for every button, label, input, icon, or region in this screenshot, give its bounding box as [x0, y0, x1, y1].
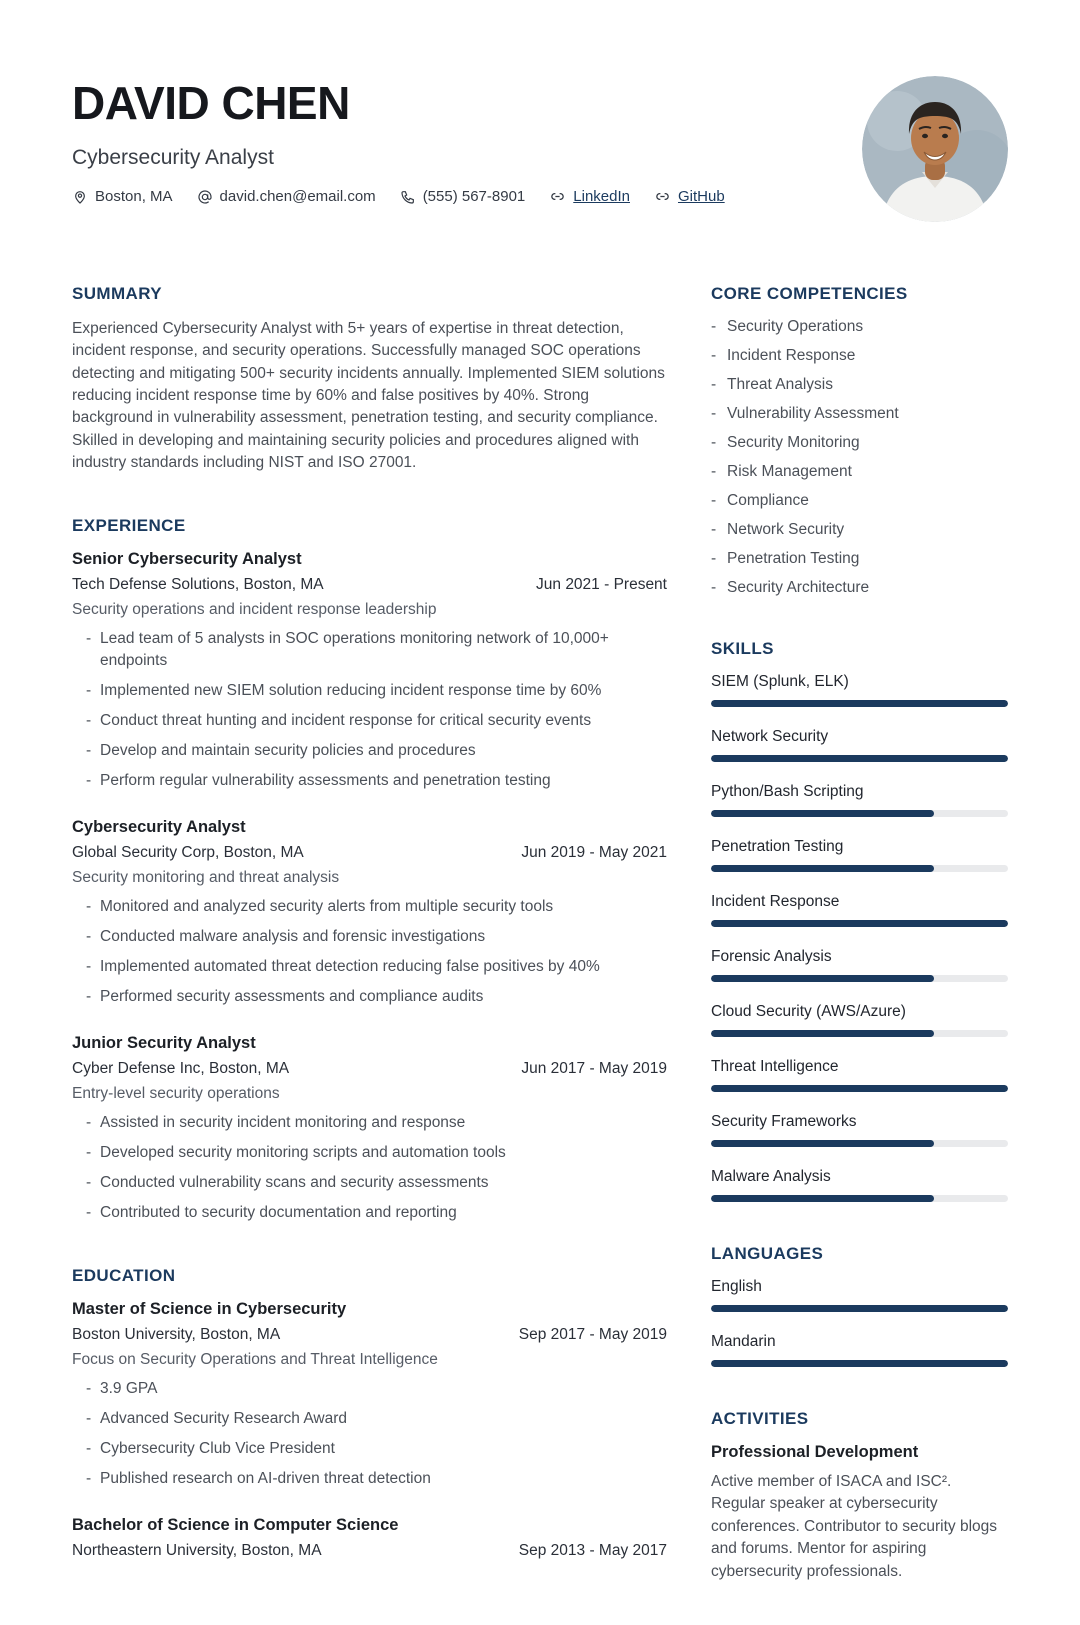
degree-entry [72, 1300, 667, 1490]
degree-bullet: - Advanced Security Research Award [72, 1408, 667, 1430]
activity-text: Active member of ISACA and ISC². Regular speaker at cybersecurity conferences. Contributor to security blogs and forums. Mentor for aspiring cybersecurity professionals. [711, 1473, 998, 1580]
job-subtitle: Security monitoring and threat analysis [72, 869, 340, 887]
skill-item [711, 1113, 1008, 1147]
skill-item [711, 783, 1008, 817]
skill-bar-fill [711, 1140, 934, 1147]
job-company: Global Security Corp, Boston, MA [72, 844, 304, 862]
languages-section [711, 1244, 1008, 1367]
skill-label: Forensic Analysis [711, 948, 832, 965]
language-item [711, 1333, 1008, 1367]
header-text [72, 76, 725, 205]
skill-bar-track [711, 1195, 1008, 1202]
job-company: Tech Defense Solutions, Boston, MA [72, 576, 324, 594]
degree-dates: Sep 2013 - May 2017 [518, 1542, 667, 1560]
person-name: DAVID CHEN [72, 77, 350, 129]
skill-label: Incident Response [711, 893, 840, 910]
degree-title: Bachelor of Science in Computer Science [72, 1516, 399, 1535]
job-title: Junior Security Analyst [72, 1034, 256, 1053]
skill-bar-track [711, 755, 1008, 762]
language-bar-track [711, 1305, 1008, 1312]
degree-bullet: - Published research on AI-driven threat detection [72, 1468, 667, 1490]
skill-item [711, 1058, 1008, 1092]
link-icon [549, 188, 566, 205]
contact-phone [400, 188, 526, 205]
competency-item: - Security Operations [711, 318, 1008, 336]
job-dates: Jun 2019 - May 2021 [521, 844, 667, 862]
skill-bar-fill [711, 810, 934, 817]
skill-bar-fill [711, 975, 934, 982]
summary-text: Experienced Cybersecurity Analyst with 5+ years of expertise in threat detection, incident response, and security operations. Successfully managed SOC operations detecting and mitigating 500+ security incidents annually. Implemented SIEM solutions reducing incident response time by 60% and false positives by 40%. Strong background in vulnerability assessment, penetration testing, and security compliance. Skilled in developing and maintaining security policies and procedures aligned with industry standards including NIST and ISO 27001. [72, 320, 665, 471]
job-dates: Jun 2017 - May 2019 [521, 1060, 667, 1078]
job-bullet: - Monitored and analyzed security alerts from multiple security tools [72, 896, 667, 918]
skill-label: SIEM (Splunk, ELK) [711, 673, 849, 690]
degree-entry [72, 1516, 667, 1560]
skill-bar-track [711, 1140, 1008, 1147]
job-subtitle: Entry-level security operations [72, 1085, 280, 1103]
job-title: Cybersecurity Analyst [72, 818, 246, 837]
link-icon [654, 188, 671, 205]
skill-item [711, 893, 1008, 927]
experience-section [72, 516, 667, 1224]
competency-item: - Security Monitoring [711, 434, 1008, 452]
skill-label: Threat Intelligence [711, 1058, 839, 1075]
skill-bar-fill [711, 1195, 934, 1202]
job-bullet: - Conducted vulnerability scans and security assessments [72, 1172, 667, 1194]
job-bullet: - Develop and maintain security policies and procedures [72, 740, 667, 762]
competency-item: - Risk Management [711, 463, 1008, 481]
contact-row [72, 188, 725, 205]
email-text: david.chen@email.com [219, 188, 376, 205]
degree-bullet: - 3.9 GPA [72, 1378, 667, 1400]
job-subtitle: Security operations and incident response leadership [72, 601, 437, 619]
core-competencies-section [711, 284, 1008, 597]
skill-label: Python/Bash Scripting [711, 783, 864, 800]
main-columns [72, 284, 1008, 1625]
job-dates: Jun 2021 - Present [536, 576, 667, 594]
language-bar-track [711, 1360, 1008, 1367]
person-title: Cybersecurity Analyst [72, 146, 274, 169]
competency-item: - Network Security [711, 521, 1008, 539]
job-bullet: - Implemented automated threat detection reducing false positives by 40% [72, 956, 667, 978]
summary-heading: SUMMARY [72, 284, 162, 303]
summary-section [72, 284, 667, 474]
skill-bar-fill [711, 865, 934, 872]
language-label: Mandarin [711, 1333, 776, 1350]
phone-icon [400, 189, 416, 205]
skill-item [711, 673, 1008, 707]
competency-item: - Security Architecture [711, 579, 1008, 597]
phone-text: (555) 567-8901 [422, 188, 526, 205]
job-bullet: - Conducted malware analysis and forensic investigations [72, 926, 667, 948]
job-bullet: - Conduct threat hunting and incident response for critical security events [72, 710, 667, 732]
skill-bar-track [711, 865, 1008, 872]
skill-bar-track [711, 1085, 1008, 1092]
skill-bar-track [711, 975, 1008, 982]
competency-item: - Compliance [711, 492, 1008, 510]
job-bullet: - Assisted in security incident monitoring and response [72, 1112, 667, 1134]
contact-linkedin [549, 188, 630, 205]
contact-github [654, 188, 725, 205]
skill-label: Security Frameworks [711, 1113, 857, 1130]
degree-subtitle: Focus on Security Operations and Threat Intelligence [72, 1351, 438, 1369]
skill-item [711, 838, 1008, 872]
skill-bar-fill [711, 920, 1008, 927]
skill-label: Network Security [711, 728, 829, 745]
skill-bar-track [711, 920, 1008, 927]
job-bullet: - Performed security assessments and compliance audits [72, 986, 667, 1008]
language-bar-fill [711, 1305, 1008, 1312]
job-bullet: - Implemented new SIEM solution reducing incident response time by 60% [72, 680, 667, 702]
skill-item [711, 1168, 1008, 1202]
job-bullet: - Lead team of 5 analysts in SOC operations monitoring network of 10,000+ endpoints [72, 628, 667, 672]
right-column [711, 284, 1008, 1625]
activity-title: Professional Development [711, 1443, 919, 1461]
job-bullet: - Perform regular vulnerability assessments and penetration testing [72, 770, 667, 792]
activities-section [711, 1409, 1008, 1583]
header [72, 76, 1008, 222]
degree-school: Boston University, Boston, MA [72, 1326, 281, 1344]
job-entry [72, 550, 667, 792]
skill-label: Cloud Security (AWS/Azure) [711, 1003, 906, 1020]
core-competencies-heading: CORE COMPETENCIES [711, 284, 908, 303]
skill-label: Penetration Testing [711, 838, 844, 855]
job-bullet: - Contributed to security documentation and reporting [72, 1202, 667, 1224]
job-title: Senior Cybersecurity Analyst [72, 550, 302, 569]
skill-bar-track [711, 810, 1008, 817]
skill-bar-fill [711, 1030, 934, 1037]
linkedin-link[interactable]: LinkedIn [573, 188, 630, 205]
language-item [711, 1278, 1008, 1312]
experience-heading: EXPERIENCE [72, 516, 186, 536]
competency-item: - Threat Analysis [711, 376, 1008, 394]
skill-item [711, 728, 1008, 762]
skill-bar-track [711, 700, 1008, 707]
email-at-icon [197, 189, 213, 205]
skill-item [711, 1003, 1008, 1037]
degree-school: Northeastern University, Boston, MA [72, 1542, 322, 1560]
degree-title: Master of Science in Cybersecurity [72, 1300, 347, 1319]
location-pin-icon [72, 189, 88, 205]
skills-heading: SKILLS [711, 639, 774, 658]
language-label: English [711, 1278, 762, 1295]
location-text: Boston, MA [95, 188, 173, 205]
job-entry [72, 818, 667, 1008]
language-bar-fill [711, 1360, 1008, 1367]
competency-item: - Vulnerability Assessment [711, 405, 1008, 423]
job-company: Cyber Defense Inc, Boston, MA [72, 1060, 290, 1078]
education-heading: EDUCATION [72, 1266, 176, 1286]
github-link[interactable]: GitHub [677, 188, 725, 205]
job-bullet: - Developed security monitoring scripts and automation tools [72, 1142, 667, 1164]
contact-email [197, 188, 376, 205]
skills-section [711, 639, 1008, 1202]
skill-item [711, 948, 1008, 982]
profile-photo [862, 76, 1008, 222]
competency-item: - Incident Response [711, 347, 1008, 365]
activities-heading: ACTIVITIES [711, 1409, 809, 1428]
left-column [72, 284, 667, 1625]
skill-bar-fill [711, 1085, 1008, 1092]
education-section [72, 1266, 667, 1560]
skill-bar-fill [711, 700, 1008, 707]
contact-location [72, 188, 173, 205]
skill-label: Malware Analysis [711, 1168, 831, 1185]
job-entry [72, 1034, 667, 1224]
skill-bar-fill [711, 755, 1008, 762]
skill-bar-track [711, 1030, 1008, 1037]
languages-heading: LANGUAGES [711, 1244, 824, 1263]
degree-dates: Sep 2017 - May 2019 [518, 1326, 667, 1344]
degree-bullet: - Cybersecurity Club Vice President [72, 1438, 667, 1460]
competency-item: - Penetration Testing [711, 550, 1008, 568]
